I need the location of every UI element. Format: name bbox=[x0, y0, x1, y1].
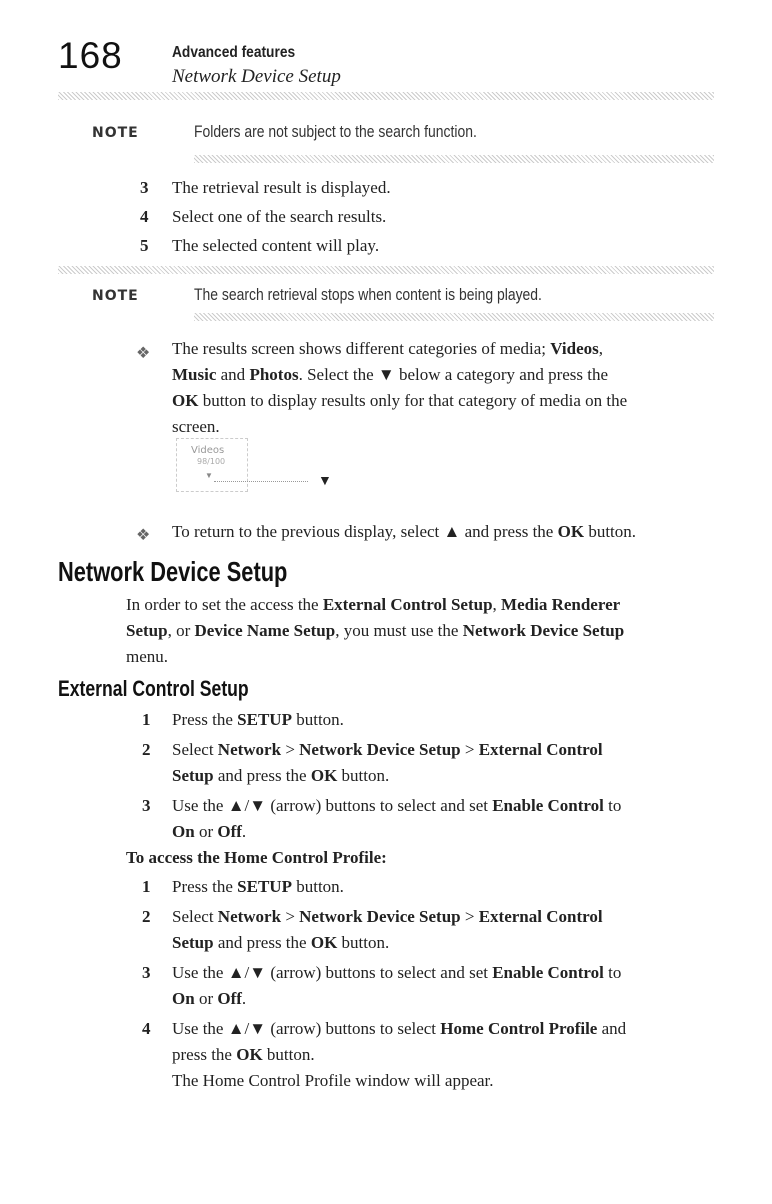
list-item: 1 Press the SETUP button. bbox=[142, 877, 344, 896]
note-label: NOTE bbox=[92, 125, 139, 141]
bullet-paragraph: The results screen shows different categories of media; Videos, Music and Photos. Select the ▼ below a category and press the OK button to display results only for that category of media on the screen. bbox=[172, 339, 628, 436]
intro-paragraph: In order to set the access the External Control Setup, Media Renderer Setup, or Device Name Setup, you must use the Network Device Setup menu. bbox=[126, 595, 625, 666]
list-item: 5 The selected content will play. bbox=[140, 236, 380, 255]
procedure-heading: To access the Home Control Profile: bbox=[126, 848, 387, 867]
thumb-count: 98/100 bbox=[197, 457, 226, 466]
section-heading: Network Device Setup bbox=[58, 556, 288, 587]
subsection-heading: External Control Setup bbox=[58, 676, 249, 701]
note-rule bbox=[194, 313, 714, 321]
chapter-title: Advanced features bbox=[172, 44, 296, 61]
list-item: 3 The retrieval result is displayed. bbox=[140, 178, 391, 197]
note-rule bbox=[58, 266, 714, 274]
media-category-thumbnail bbox=[176, 438, 248, 492]
steps-list bbox=[140, 175, 700, 259]
list-item: 1 Press the SETUP button. bbox=[142, 710, 344, 729]
profile-steps-list bbox=[142, 874, 722, 1094]
bullet-diamond-icon: ❖ bbox=[136, 345, 151, 362]
note-text: Folders are not subject to the search function. bbox=[194, 122, 477, 141]
list-item: 4 Use the ▲/▼ (arrow) buttons to select Home Control Profile and press the OK button. The Home Control Profile window will appear. bbox=[142, 1019, 627, 1090]
ext-steps-list bbox=[142, 707, 722, 845]
page-number: 168 bbox=[58, 35, 123, 76]
list-item: 3 Use the ▲/▼ (arrow) buttons to select and set Enable Control to On or Off. bbox=[142, 963, 622, 1008]
thumb-arrow-icon: ▼ bbox=[205, 471, 213, 480]
header-rule bbox=[58, 92, 714, 100]
note-rule bbox=[194, 155, 714, 163]
list-item: 4 Select one of the search results. bbox=[140, 207, 387, 226]
bullet-paragraph: To return to the previous display, select ▲ and press the OK button. bbox=[172, 522, 637, 541]
list-item: 2 Select Network > Network Device Setup > External Control Setup and press the OK button. bbox=[142, 907, 603, 952]
note-label: NOTE bbox=[92, 288, 139, 304]
thumb-category-label: Videos bbox=[191, 445, 225, 456]
bullet-diamond-icon: ❖ bbox=[136, 527, 151, 544]
section-running-head: Network Device Setup bbox=[172, 66, 341, 87]
list-item: 2 Select Network > Network Device Setup > External Control Setup and press the OK button. bbox=[142, 740, 603, 785]
note-text: The search retrieval stops when content is being played. bbox=[194, 285, 542, 304]
down-arrow-icon: ▼ bbox=[318, 474, 332, 489]
callout-line bbox=[214, 481, 308, 482]
list-item: 3 Use the ▲/▼ (arrow) buttons to select and set Enable Control to On or Off. bbox=[142, 796, 622, 841]
